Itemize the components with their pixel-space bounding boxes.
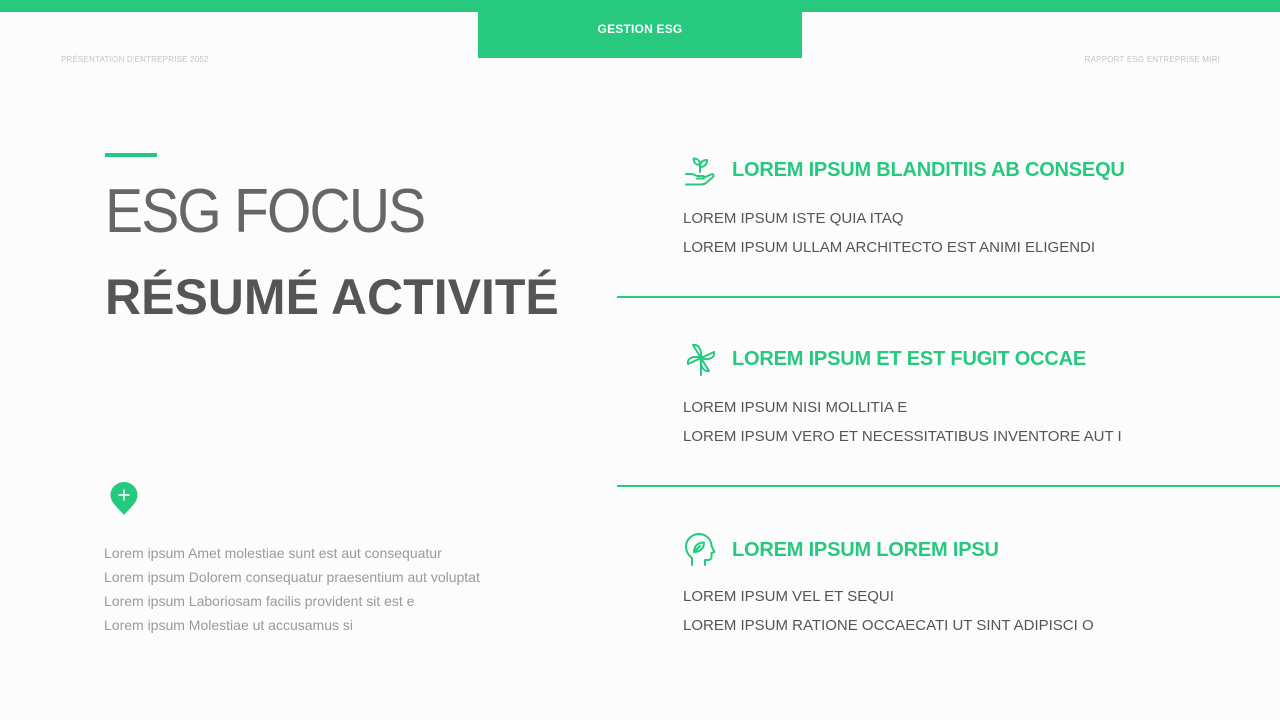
item-title: LOREM IPSUM BLANDITIIS AB CONSEQU (732, 158, 1125, 181)
plant-in-hand-icon (683, 152, 719, 188)
description-block (104, 541, 480, 637)
left-meta-text: PRÉSENTATION D'ENTREPRISE 2052 (61, 55, 209, 64)
page-subtitle: RÉSUMÉ ACTIVITÉ (105, 269, 559, 325)
item-line: LOREM IPSUM RATIONE OCCAECATI UT SINT ADIPISCI O (683, 617, 1094, 634)
item-line: LOREM IPSUM ISTE QUIA ITAQ (683, 210, 904, 227)
description-line: Lorem ipsum Molestiae ut accusamus si (104, 617, 353, 633)
description-line: Lorem ipsum Amet molestiae sunt est aut consequatur (104, 545, 442, 561)
esg-item-1 (683, 152, 1125, 262)
location-pin-plus-icon (110, 481, 140, 517)
section-divider (617, 485, 1280, 487)
item-line: LOREM IPSUM NISI MOLLITIA E (683, 399, 908, 416)
esg-item-2 (683, 341, 1122, 451)
header-tab-label: GESTION ESG (597, 22, 683, 36)
description-line: Lorem ipsum Laboriosam facilis provident sit est e (104, 593, 415, 609)
section-divider (617, 296, 1280, 298)
item-title: LOREM IPSUM LOREM IPSU (732, 538, 999, 561)
item-title: LOREM IPSUM ET EST FUGIT OCCAE (732, 347, 1087, 370)
right-meta-text: RAPPORT ESG ENTREPRISE MIRI (1084, 55, 1220, 64)
item-line: LOREM IPSUM VEL ET SEQUI (683, 588, 894, 605)
pinwheel-icon (683, 341, 719, 377)
title-accent-line (105, 153, 157, 157)
description-line: Lorem ipsum Dolorem consequatur praesentium aut voluptat (104, 569, 480, 585)
page-title: ESG FOCUS (105, 177, 425, 246)
esg-item-3 (683, 532, 1094, 640)
item-line: LOREM IPSUM VERO ET NECESSITATIBUS INVENTORE AUT I (683, 428, 1122, 445)
header-tab (478, 0, 802, 58)
item-line: LOREM IPSUM ULLAM ARCHITECTO EST ANIMI ELIGENDI (683, 239, 1096, 256)
head-leaf-icon (683, 532, 719, 568)
